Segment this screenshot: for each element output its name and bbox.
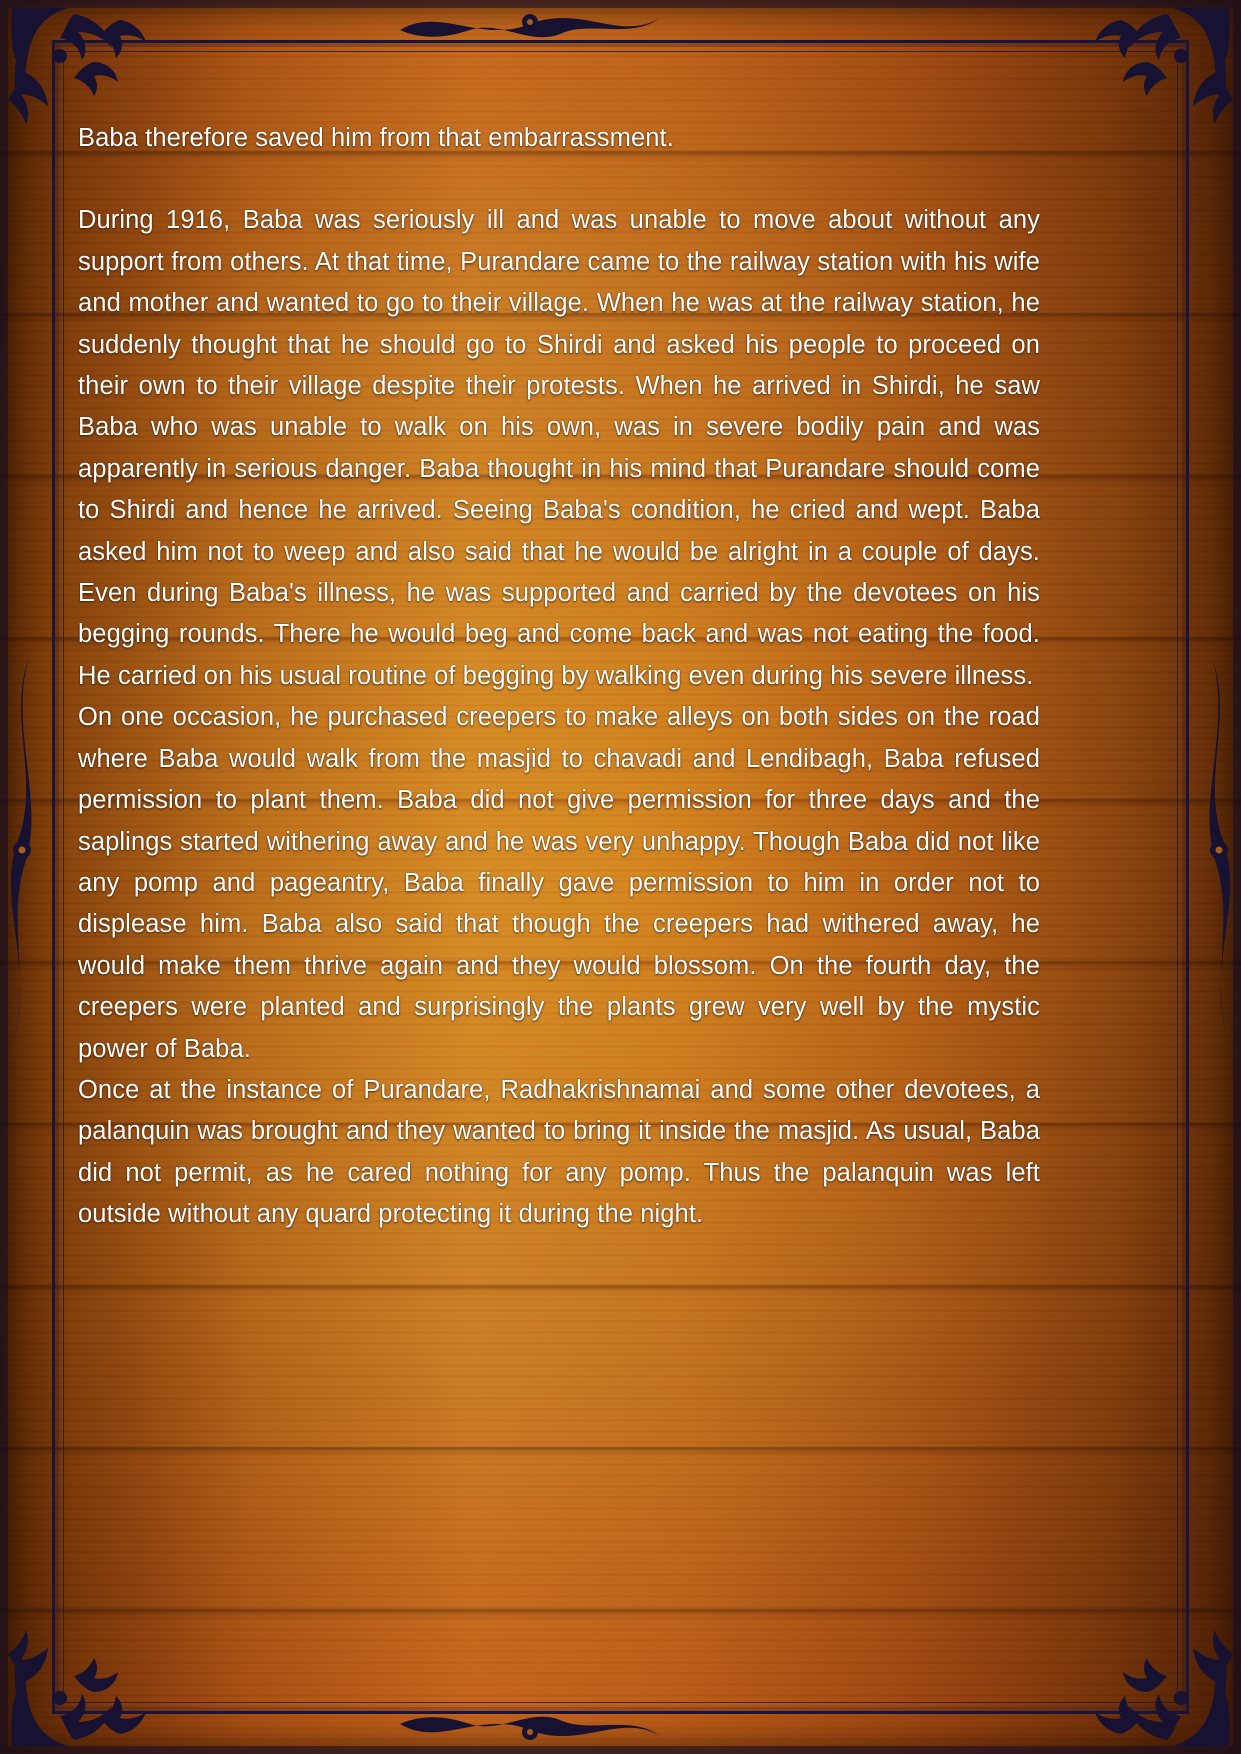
paragraph-4: Once at the instance of Purandare, Radhakrishnamai and some other devotees, a palanquin was brought and they wanted to bring it inside the masjid. As usual, Baba did not permit, as he cared nothing for any pomp. Thus the palanquin was left outside without any quard protecting it during the night. bbox=[78, 1075, 1040, 1229]
page-body-text bbox=[78, 118, 1040, 1236]
border-ornament-left-icon bbox=[0, 640, 46, 1060]
corner-flourish-top-right-icon bbox=[1083, 4, 1233, 154]
paragraph-spacer bbox=[78, 159, 1040, 200]
corner-flourish-bottom-left-icon bbox=[8, 1600, 158, 1750]
paragraph-1: Baba therefore saved him from that embarrassment. bbox=[78, 124, 674, 152]
paragraph-3: On one occasion, he purchased creepers to make alleys on both sides on the road where Baba would walk from the masjid to chavadi and Lendibagh, Baba refused permission to plant them. Baba did not give permission for three days and the saplings started withering away and he was very unhappy. Though Baba did not like any pomp and pageantry, Baba finally gave permission to him in order not to displease him. Baba also said that though the creepers had withered away, he would make them thrive again and they would blossom. On the fourth day, the creepers were planted and surprisingly the plants grew very well by the mystic power of Baba. bbox=[78, 703, 1040, 1063]
border-ornament-bottom-icon bbox=[380, 1708, 680, 1754]
border-ornament-top-icon bbox=[380, 0, 680, 46]
border-ornament-right-icon bbox=[1195, 640, 1241, 1060]
corner-flourish-bottom-right-icon bbox=[1083, 1600, 1233, 1750]
paragraph-2: During 1916, Baba was seriously ill and was unable to move about without any support from others. At that time, Purandare came to the railway station with his wife and mother and wanted to go to their village. When he was at the railway station, he suddenly thought that he should go to Shirdi and asked his people to proceed on their own to their village despite their protests. When he arrived in Shirdi, he saw Baba who was unable to walk on his own, was in severe bodily pain and was apparently in serious danger. Baba thought in his mind that Purandare should come to Shirdi and hence he arrived. Seeing Baba's condition, he cried and wept. Baba asked him not to weep and also said that he would be alright in a couple of days. Even during Baba's illness, he was supported and carried by the devotees on his begging rounds. There he would beg and come back and was not eating the food. He carried on his usual routine of begging by walking even during his severe illness. bbox=[78, 206, 1040, 690]
